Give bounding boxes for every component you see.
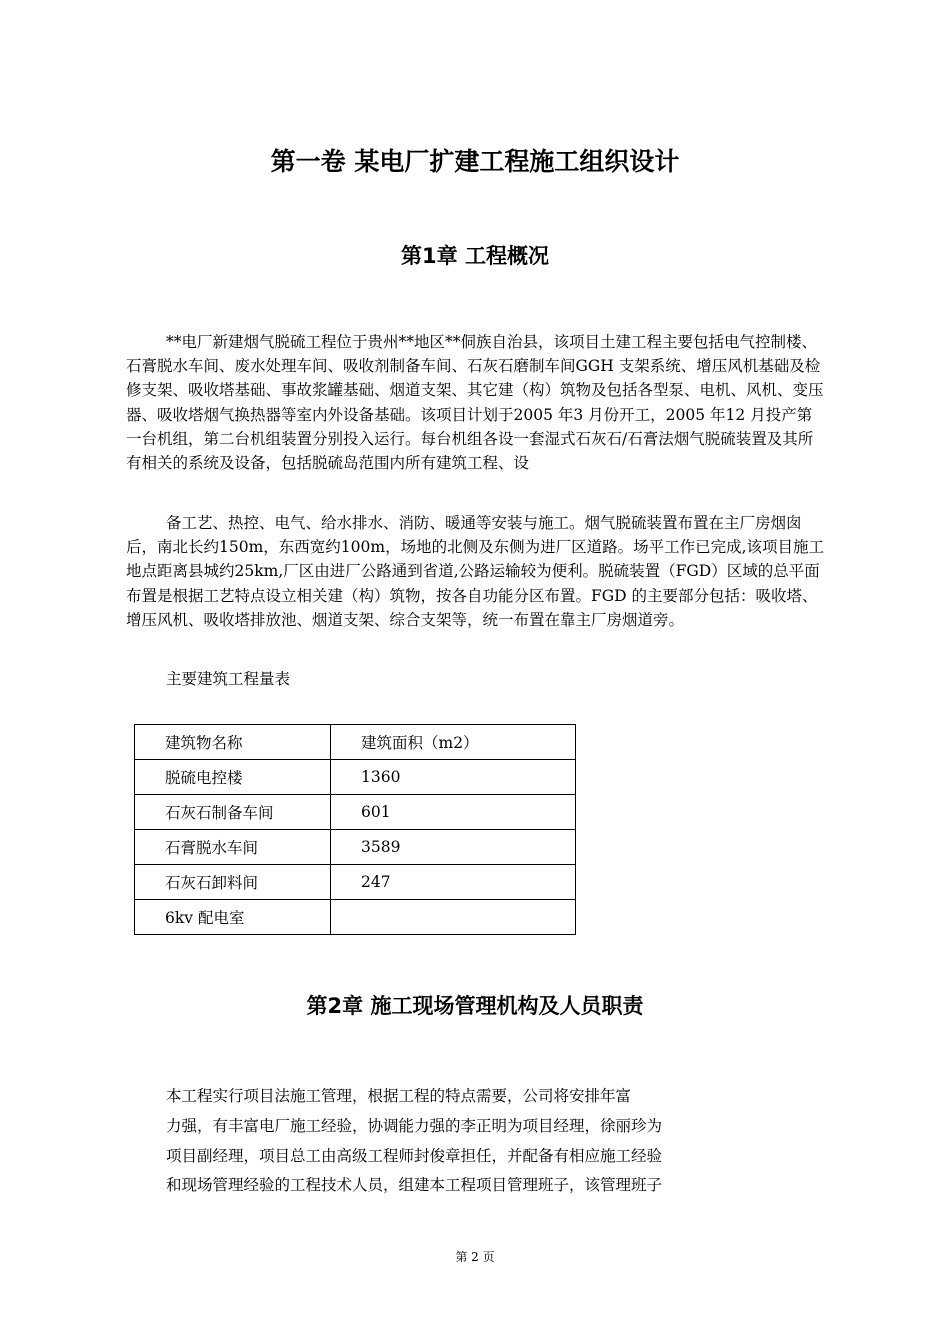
chapter-2-line: 和现场管理经验的工程技术人员，组建本工程项目管理班子，该管理班子 (166, 1176, 663, 1194)
building-area-cell: 247 (331, 865, 576, 900)
building-quantity-table (134, 724, 576, 935)
table-header-row (135, 725, 576, 760)
building-name-cell: 石膏脱水车间 (135, 830, 331, 865)
building-area-cell: 601 (331, 795, 576, 830)
building-area-cell: 1360 (331, 760, 576, 795)
volume-title: 第一卷 某电厂扩建工程施工组织设计 (270, 147, 680, 176)
table-row (135, 900, 576, 935)
chapter-1-paragraph-1: **电厂新建烟气脱硫工程位于贵州**地区**侗族自治县，该项目土建工程主要包括电气控制楼、石膏脱水车间、废水处理车间、吸收剂制备车间、石灰石磨制车间GGH 支架系统、增压风机基础及检修支架、吸收塔基础、事故浆罐基础、烟道支架、其它建（构）筑物及包括各型泵、电机、风机、变压器、吸收塔烟气换热器等室内外设备基础。该项目计划于2005 年3 月份开工，2005 年12 月投产第一台机组，第二台机组装置分别投入运行。每台机组各设一套湿式石灰石/石膏法烟气脱硫装置及其所有相关的系统及设备，包括脱硫岛范围内所有建筑工程、设 (126, 333, 824, 473)
building-name-cell: 石灰石卸料间 (135, 865, 331, 900)
building-area-cell (331, 900, 576, 935)
chapter-2-line: 项目副经理，项目总工由高级工程师封俊章担任，并配备有相应施工经验 (166, 1147, 663, 1165)
table-row (135, 830, 576, 865)
header-building-area: 建筑面积（m2） (331, 725, 576, 760)
building-name-cell: 脱硫电控楼 (135, 760, 331, 795)
header-building-name: 建筑物名称 (135, 725, 331, 760)
chapter-1-paragraph-2: 备工艺、热控、电气、给水排水、消防、暖通等安装与施工。烟气脱硫装置布置在主厂房烟囱后，南北长约150m，东西宽约100m，场地的北侧及东侧为进厂区道路。场平工作已完成,该项目施工地点距离县城约25km,厂区由进厂公路通到省道,公路运输较为便利。脱硫装置（FGD）区域的总平面布置是根据工艺特点设立相关建（构）筑物，按各自功能分区布置。FGD 的主要部分包括：吸收塔、增压风机、吸收塔排放池、烟道支架、综合支架等，统一布置在靠主厂房烟道旁。 (126, 514, 824, 629)
table-row (135, 865, 576, 900)
page-number: 第 2 页 (455, 1250, 495, 1264)
building-name-cell: 石灰石制备车间 (135, 795, 331, 830)
table-row (135, 795, 576, 830)
building-name-cell: 6kv 配电室 (135, 900, 331, 935)
chapter-2-title: 第2章 施工现场管理机构及人员职责 (306, 994, 644, 1018)
building-area-cell: 3589 (331, 830, 576, 865)
table-caption: 主要建筑工程量表 (166, 670, 291, 688)
table-row (135, 760, 576, 795)
chapter-2-line: 力强，有丰富电厂施工经验，协调能力强的李正明为项目经理，徐丽珍为 (166, 1117, 663, 1135)
chapter-1-title: 第1章 工程概况 (401, 244, 549, 268)
chapter-2-line: 本工程实行项目法施工管理，根据工程的特点需要，公司将安排年富 (166, 1087, 632, 1105)
